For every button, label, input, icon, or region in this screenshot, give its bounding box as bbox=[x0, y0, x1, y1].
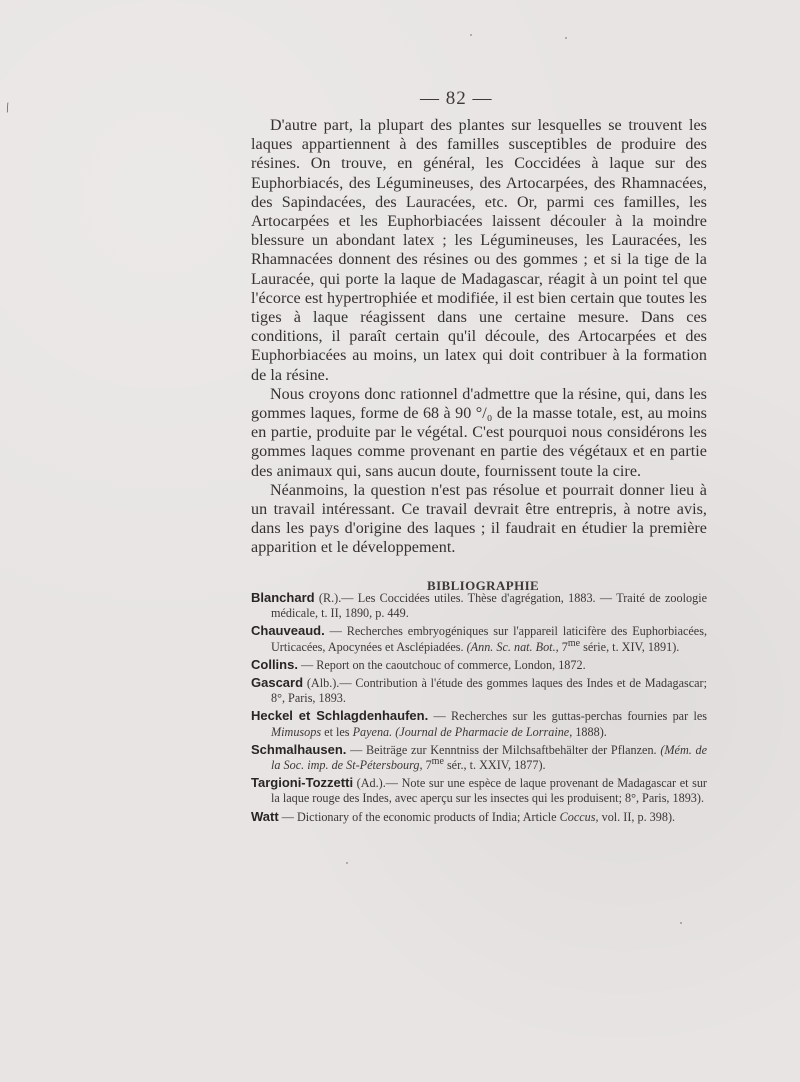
page-number: — 82 — bbox=[420, 88, 493, 109]
bibliography-author: Gascard bbox=[251, 675, 304, 691]
bibliography-text: (R.).— Les Coccidées utiles. Thèse d'agrégation, 1883. — Traité de zoologie médicale, t. II, 1890, p. 449. bbox=[271, 591, 707, 621]
bibliography-series-number: 7 bbox=[561, 639, 568, 654]
bibliography-entry bbox=[251, 775, 707, 806]
bibliography-tail: sér., t. XXIV, 1877). bbox=[443, 758, 546, 773]
paragraph-2: Nous croyons donc rationnel d'admettre que la résine, qui, dans les gommes laques, forme de 68 à 90 °/₀ de la masse totale, est, au moins en partie, produite par le végétal. C'est pourquoi nous considérons les gommes laques comme provenant en partie des végétaux et en partie des animaux qui, sans aucun doute, fournissent toute la cire. bbox=[251, 385, 707, 480]
paragraph-1: D'autre part, la plupart des plantes sur lesquelles se trouvent les laques appartiennent à des familles susceptibles de produire des résines. On trouve, en général, les Coccidées à laque sur des Euphorbiacés, des Légumineuses, des Artocarpées, des Rhamnacées, des Sapindacées, des Lauracées, etc. Or, parmi ces familles, les Artocarpées et les Euphorbiacées laissent découler à la moindre blessure un abondant latex ; les Légumineuses, les Lauracées, les Rhamnacées donnent des résines ou des gommes ; et si la tige de la Lauracée, qui porte la laque de Madagascar, réagit à un point tel que l'écorce est hypertrophiée et modifiée, il est bien certain que toutes les tiges à laque réagissent dans une certaine mesure. Dans ces conditions, il paraît certain qu'il découle, des Artocarpées et des Euphorbiacées au moins, un latex qui doit contribuer à la formation de la résine. bbox=[251, 117, 707, 384]
bibliography-italic-source: (Mém. de la Soc. imp. de St-Pétersbourg, bbox=[271, 742, 708, 773]
bibliography-superscript: me bbox=[431, 755, 444, 767]
bibliography-author: Collins. bbox=[251, 656, 298, 672]
bibliography-entry bbox=[251, 809, 707, 825]
paper-speck bbox=[346, 862, 348, 864]
bibliography-superscript: me bbox=[567, 637, 581, 649]
bibliography-series-number: 7 bbox=[422, 758, 432, 773]
paragraph-3: Néanmoins, la question n'est pas résolue et pourrait donner lieu à un travail intéressant. Ce travail devrait être entrepris, à notre avis, dans les pays d'origine des laques ; il faudrait en étudier la première apparition et le développement. bbox=[251, 481, 707, 557]
bibliography-entry bbox=[251, 742, 707, 773]
bibliography-author: Chauveaud. bbox=[251, 623, 325, 639]
bibliography-text: — Recherches embryogéniques sur l'appareil laticifère des Euphorbiacées, Urticacées, Apocynées et Asclépiadées. bbox=[271, 624, 707, 654]
paper-speck bbox=[470, 34, 472, 36]
bibliography-text: (Ad.).— Note sur une espèce de laque provenant de Madagascar et sur la laque rouge des Indes, avec aperçu sur les insectes qui les produisent; 8°, Paris, 1893). bbox=[271, 776, 707, 806]
bibliography-author: Heckel et Schlagdenhaufen. bbox=[251, 708, 429, 724]
bibliography-author: Blanchard bbox=[251, 590, 315, 605]
bibliography-text: — Report on the caoutchouc of commerce, London, 1872. bbox=[301, 657, 586, 672]
bibliography-tail: vol. II, p. 398). bbox=[598, 809, 676, 824]
bibliography-italic-source: Payena. (Journal de Pharmacie de Lorraine, bbox=[352, 724, 573, 739]
bibliography-author: Watt bbox=[251, 808, 279, 824]
paper-speck bbox=[565, 37, 567, 39]
paper-speck bbox=[680, 922, 682, 924]
bibliography-italic-source: (Ann. Sc. nat. Bot., bbox=[466, 639, 559, 654]
bibliography-heading: BIBLIOGRAPHIE bbox=[427, 577, 540, 593]
bibliography-italic-title: Coccus, bbox=[559, 809, 599, 824]
bibliography-entry bbox=[251, 623, 707, 654]
bibliography-text: — Dictionary of the economic products of India; Article bbox=[281, 809, 557, 824]
bibliography-tail: 1888). bbox=[572, 724, 607, 739]
bibliography-author: Targioni-Tozzetti bbox=[251, 775, 354, 791]
bibliography-text: — Beiträge zur Kenntniss der Milchsaftbehälter der Pflanzen. bbox=[350, 742, 657, 757]
bibliography-entry bbox=[251, 708, 707, 739]
bibliography-text: (Alb.).— Contribution à l'étude des gommes laques des Indes et de Madagascar; 8°, Paris, 1893. bbox=[271, 676, 707, 706]
main-text bbox=[251, 116, 707, 558]
bibliography-list bbox=[251, 590, 707, 827]
bibliography-italic-genus: Mimusops bbox=[271, 724, 322, 739]
margin-mark: / bbox=[3, 100, 12, 117]
bibliography-connector: et les bbox=[321, 724, 350, 739]
bibliography-entry bbox=[251, 657, 707, 673]
bibliography-author: Schmalhausen. bbox=[251, 741, 347, 757]
bibliography-entry bbox=[251, 675, 707, 706]
bibliography-tail: série, t. XIV, 1891). bbox=[580, 639, 680, 654]
bibliography-text: — Recherches sur les guttas-perchas fournies par les bbox=[433, 709, 707, 724]
bibliography-entry bbox=[251, 590, 707, 621]
